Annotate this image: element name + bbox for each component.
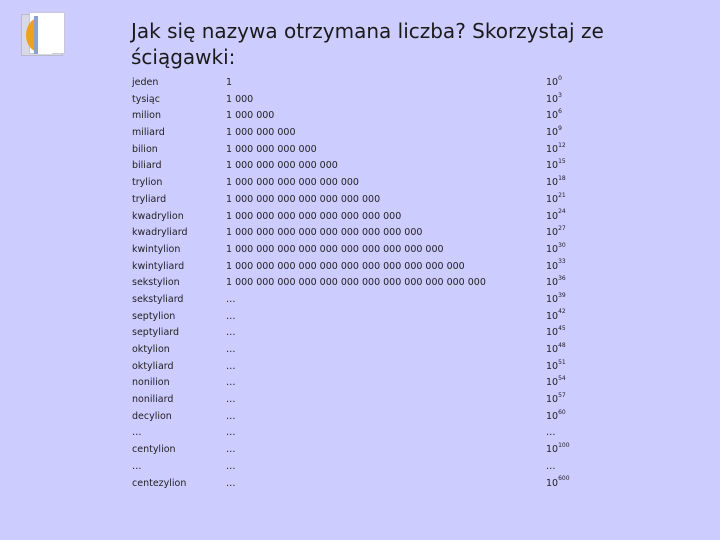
- power-of-ten: [546, 441, 570, 456]
- power-of-ten: [546, 91, 562, 105]
- number-name: septyliard: [132, 327, 180, 339]
- power-of-ten: [546, 174, 566, 189]
- power-of-ten: [546, 277, 566, 288]
- number-digits: 1 000: [226, 93, 254, 105]
- number-digits: …: [226, 310, 236, 322]
- power-exponent: 600: [558, 475, 570, 483]
- number-digits: …: [226, 394, 236, 406]
- power-exponent: 27: [558, 225, 566, 233]
- power-exponent: 24: [558, 208, 566, 216]
- power-base: 10: [546, 260, 559, 272]
- power-base: 10: [546, 310, 559, 322]
- power-base: 10: [546, 110, 559, 122]
- number-digits: 1 000 000 000 000 000 000 000: [226, 193, 381, 205]
- number-name: kwadryliard: [132, 227, 188, 239]
- power-base: 10: [546, 177, 559, 189]
- power-of-ten: [546, 427, 556, 438]
- power-base: 10: [546, 143, 559, 155]
- power-base: 10: [546, 293, 559, 305]
- number-name: kwintylion: [132, 243, 181, 255]
- slide-title: Jak się nazywa otrzymana liczba? Skorzystaj ze ściągawki:: [131, 19, 604, 69]
- table-row: [132, 358, 612, 375]
- power-exponent: 57: [558, 391, 566, 399]
- number-digits: 1 000 000 000 000 000 000 000 000 000: [226, 227, 423, 239]
- number-name: …: [132, 427, 142, 439]
- power-of-ten: [546, 241, 566, 255]
- number-name: centylion: [132, 444, 176, 456]
- power-exponent: 51: [558, 358, 566, 366]
- number-name: sekstylion: [132, 277, 180, 289]
- power-base: 10: [546, 327, 559, 339]
- table-row: [132, 391, 612, 408]
- number-names-table: [132, 74, 612, 491]
- number-digits: …: [226, 460, 236, 472]
- number-digits: 1 000 000 000 000 000 000 000 000 000 000 000: [226, 260, 465, 272]
- number-name: trylion: [132, 177, 163, 189]
- power-of-ten: [546, 308, 566, 322]
- table-row: [132, 124, 612, 141]
- table-row: [132, 408, 612, 425]
- power-base: 10: [546, 410, 559, 422]
- number-name: kwadrylion: [132, 210, 184, 222]
- power-base: 10: [546, 477, 559, 489]
- power-of-ten: [546, 358, 566, 372]
- number-name: tryliard: [132, 193, 167, 205]
- power-base: 10: [546, 193, 559, 205]
- table-row: [132, 475, 612, 492]
- power-base: 10: [546, 210, 559, 222]
- power-exponent: 15: [558, 158, 566, 166]
- number-digits: …: [226, 377, 236, 389]
- power-exponent: 30: [558, 241, 566, 249]
- power-base: 10: [546, 127, 559, 139]
- power-of-ten: [546, 191, 566, 205]
- number-name: septylion: [132, 310, 176, 322]
- power-of-ten: [546, 110, 562, 121]
- power-of-ten: [546, 160, 566, 171]
- power-exponent: 33: [558, 258, 566, 266]
- power-exponent: 60: [558, 408, 566, 416]
- power-base: 10: [546, 77, 559, 88]
- power-of-ten: [546, 461, 556, 472]
- power-exponent: 18: [558, 174, 566, 182]
- power-of-ten: [546, 341, 566, 355]
- power-of-ten: [546, 377, 566, 388]
- table-row: [132, 241, 612, 258]
- presentation-logo: [16, 12, 64, 56]
- power-of-ten: [546, 141, 566, 155]
- power-of-ten: [546, 475, 570, 489]
- power-base: …: [546, 460, 556, 472]
- number-digits: …: [226, 477, 236, 489]
- table-row: [132, 107, 612, 124]
- number-name: oktyliard: [132, 360, 174, 372]
- number-digits: 1 000 000: [226, 110, 275, 122]
- table-row: [132, 91, 612, 108]
- power-base: …: [546, 427, 556, 439]
- power-base: 10: [546, 277, 559, 289]
- number-name: oktylion: [132, 344, 170, 355]
- power-exponent: 39: [558, 291, 566, 299]
- power-base: 10: [546, 360, 559, 372]
- table-row: [132, 424, 612, 441]
- table-row: [132, 74, 612, 91]
- number-name: jeden: [132, 77, 159, 88]
- power-exponent: 100: [558, 441, 570, 449]
- table-row: [132, 157, 612, 174]
- power-of-ten: [546, 258, 566, 272]
- power-base: 10: [546, 160, 559, 172]
- number-digits: …: [226, 410, 236, 422]
- table-row: [132, 458, 612, 475]
- table-row: [132, 208, 612, 225]
- number-name: noniliard: [132, 394, 174, 406]
- power-exponent: 12: [558, 141, 566, 149]
- power-exponent: 54: [558, 375, 566, 383]
- power-exponent: 0: [558, 74, 562, 82]
- number-name: nonilion: [132, 377, 170, 389]
- power-base: 10: [546, 444, 559, 456]
- power-exponent: 42: [558, 308, 566, 316]
- table-row: [132, 324, 612, 341]
- power-exponent: 6: [558, 108, 562, 116]
- power-exponent: 3: [558, 91, 562, 99]
- number-digits: …: [226, 444, 236, 456]
- number-digits: …: [226, 327, 236, 339]
- power-of-ten: [546, 208, 566, 222]
- number-name: bilion: [132, 143, 158, 155]
- number-digits: …: [226, 344, 236, 355]
- table-row: [132, 174, 612, 191]
- logo-blue-bar: [34, 16, 38, 54]
- power-base: 10: [546, 227, 559, 239]
- number-name: kwintyliard: [132, 260, 185, 272]
- table-row: [132, 291, 612, 308]
- number-name: milion: [132, 110, 162, 122]
- power-of-ten: [546, 391, 566, 406]
- table-row: [132, 224, 612, 241]
- power-exponent: 21: [558, 191, 566, 199]
- power-of-ten: [546, 408, 566, 422]
- number-name: biliard: [132, 160, 162, 172]
- table-row: [132, 341, 612, 358]
- logo-white-strip: [38, 16, 52, 54]
- table-row: [132, 374, 612, 391]
- table-row: [132, 191, 612, 208]
- power-of-ten: [546, 124, 562, 139]
- number-name: decylion: [132, 410, 172, 422]
- power-exponent: 36: [558, 275, 566, 283]
- number-digits: 1 000 000 000 000 000 000 000 000 000 000: [226, 243, 444, 255]
- number-digits: …: [226, 360, 236, 372]
- power-base: 10: [546, 344, 559, 355]
- number-name: centezylion: [132, 477, 187, 489]
- number-digits: 1 000 000 000 000: [226, 143, 317, 155]
- number-digits: …: [226, 293, 236, 305]
- number-digits: …: [226, 427, 236, 439]
- table-row: [132, 258, 612, 275]
- power-of-ten: [546, 291, 566, 305]
- power-base: 10: [546, 377, 559, 389]
- table-row: [132, 441, 612, 458]
- number-digits: 1 000 000 000 000 000: [226, 160, 338, 172]
- number-name: miliard: [132, 127, 165, 139]
- power-base: 10: [546, 394, 559, 406]
- power-base: 10: [546, 243, 559, 255]
- number-digits: 1 000 000 000 000 000 000: [226, 177, 359, 189]
- power-base: 10: [546, 93, 559, 105]
- table-row: [132, 274, 612, 291]
- power-of-ten: [546, 74, 562, 88]
- power-of-ten: [546, 227, 566, 238]
- number-name: sekstyliard: [132, 293, 184, 305]
- number-digits: 1 000 000 000 000 000 000 000 000 000 000 000 000: [226, 277, 486, 289]
- table-row: [132, 141, 612, 158]
- number-digits: 1 000 000 000: [226, 127, 296, 139]
- number-name: …: [132, 460, 142, 472]
- power-exponent: 9: [558, 124, 562, 132]
- power-exponent: 48: [558, 341, 566, 349]
- number-digits: 1 000 000 000 000 000 000 000 000: [226, 210, 402, 222]
- number-digits: 1: [226, 77, 233, 88]
- number-name: tysiąc: [132, 93, 160, 105]
- power-of-ten: [546, 327, 566, 338]
- table-row: [132, 308, 612, 325]
- power-exponent: 45: [558, 325, 566, 333]
